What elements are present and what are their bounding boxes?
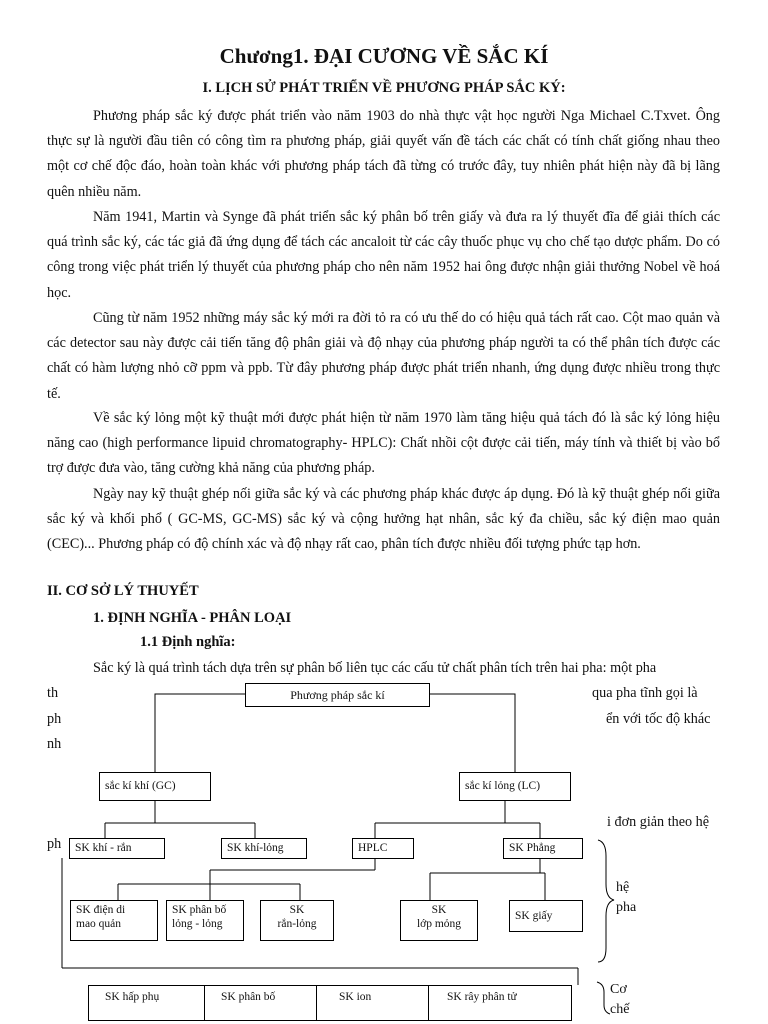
diagram-box: HPLC — [352, 838, 414, 859]
partial-text: ph — [47, 711, 62, 727]
bracket-label — [616, 878, 636, 918]
diagram-box: SK giấy — [509, 900, 583, 932]
diagram-box — [70, 900, 158, 941]
paragraph-4: Về sắc ký lỏng một kỹ thuật mới được phát hiện từ năm 1970 làm tăng hiệu quả tách đó là sắc ký lỏng hiệu năng cao (high performance lipuid chromatography- HPLC): Chất nhồi cột được cải tiến, máy tính và thiết bị vào bổ trợ được đưa vào, tăng cường khả năng của phương pháp. — [47, 410, 720, 477]
diagram-box-line: SK — [431, 904, 447, 916]
partial-text: th — [47, 685, 59, 701]
diagram-box-line: mao quản — [76, 918, 122, 930]
chapter-title: Chương1. ĐẠI CƯƠNG VỀ SẮC KÍ — [219, 44, 549, 68]
subsection1-heading: 1. ĐỊNH NGHĨA - PHÂN LOẠI — [93, 610, 292, 626]
diagram-root-box: Phương pháp sắc kí — [245, 683, 430, 707]
diagram-lc-box: sắc kí lỏng (LC) — [459, 772, 571, 801]
section2-heading: II. CƠ SỞ LÝ THUYẾT — [47, 583, 199, 599]
diagram-box-line: lớp mỏng — [416, 918, 462, 930]
bracket-label-line: chế — [610, 1002, 630, 1017]
diagram-box: SK khí - rắn — [69, 838, 165, 859]
subsubsection-heading: 1.1 Định nghĩa: — [140, 634, 236, 650]
diagram-box — [166, 900, 244, 941]
partial-text: nh — [47, 736, 62, 752]
diagram-cell: SK phân bố — [205, 986, 317, 1020]
diagram-box-line: lỏng - lỏng — [172, 918, 223, 930]
diagram-cell: SK hấp phụ — [89, 986, 205, 1020]
paragraph-3: Cũng từ năm 1952 những máy sắc ký mới ra đời tỏ ra có ưu thế do có hiệu quả tách rất cao. Cột mao quản và các detector sau này được cải tiến tăng độ phân giải và độ nhạy của phương pháp người ta có thể phân tích được các chất có hàm lượng nhỏ cỡ ppm và ppb. Từ đây phương pháp được phát triển nhanh, ứng dụng được nhiều trong thực tế. — [47, 310, 720, 402]
diagram-box: SK Phẳng — [503, 838, 583, 859]
diagram-cell: SK ion — [317, 986, 429, 1020]
diagram-box-line: SK điện di — [76, 904, 126, 916]
bracket-label — [610, 980, 629, 1020]
partial-text: ển với tốc độ khác — [606, 711, 711, 727]
diagram-cell: SK rây phân tử — [447, 991, 517, 1003]
diagram-gc-box: sắc kí khí (GC) — [99, 772, 211, 801]
bracket-label-line: Cơ — [610, 982, 627, 997]
partial-text: i đơn giản theo hệ — [607, 814, 710, 830]
paragraph-5: Ngày nay kỹ thuật ghép nối giữa sắc ký và các phương pháp khác được áp dụng. Đó là kỹ thuật ghép nối giữa sắc ký và khối phổ ( GC-MS, GC-MS) sắc ký và cộng hưởng hạt nhân, sắc ký đa chiều, sắc ký điện mao quản (CEC)... Phương pháp có độ chính xác và độ nhạy rất cao, phân tích được nhiều đối tượng phức tạp hơn. — [47, 486, 720, 553]
bracket-label-line: hệ — [616, 880, 630, 895]
bracket-label-line: pha — [616, 900, 637, 915]
partial-text: ph — [47, 836, 62, 852]
diagram-box-line: SK — [289, 904, 305, 916]
definition-line: Sắc ký là quá trình tách dựa trên sự phân bố liên tục các cấu tử chất phân tích trên hai pha: một pha — [93, 660, 657, 676]
diagram-box: SK khí-lỏng — [221, 838, 307, 859]
diagram-box — [260, 900, 334, 941]
diagram-box-line: SK phân bố — [172, 904, 227, 916]
paragraph-1: Phương pháp sắc ký được phát triển vào năm 1903 do nhà thực vật học người Nga Michael C.Txvet. Ông thực sự là người đầu tiên có công tìm ra phương pháp, giải quyết vấn đề tách các chất có tính chất giống nhau theo một cơ chế độc đáo, hoàn toàn khác với phương pháp tách đã từng có trước đây, tuy nhiên phát hiện này đã bị lãng quên nhiều năm. — [47, 108, 720, 200]
section1-heading: I. LỊCH SỬ PHÁT TRIỂN VỀ PHƯƠNG PHÁP SẮC KÝ: — [202, 80, 566, 96]
diagram-box-line: rắn-lỏng — [277, 918, 317, 930]
paragraph-2: Năm 1941, Martin và Synge đã phát triển sắc ký phân bố trên giấy và đưa ra lý thuyết đĩa để giải thích các quá trình sắc ký, các tác giả đã ứng dụng để tách các ancaloit từ các cây thuốc phục vụ cho chế tạo dược phẩm. Do có công trong việc phát triển lý thuyết của phương pháp cho nên năm 1952 hai ông được nhận giải thưởng Nobel về hoá học. — [47, 209, 720, 301]
diagram-box — [400, 900, 478, 941]
diagram-mechanism-row — [88, 985, 572, 1021]
partial-text: qua pha tĩnh gọi là — [592, 685, 698, 701]
